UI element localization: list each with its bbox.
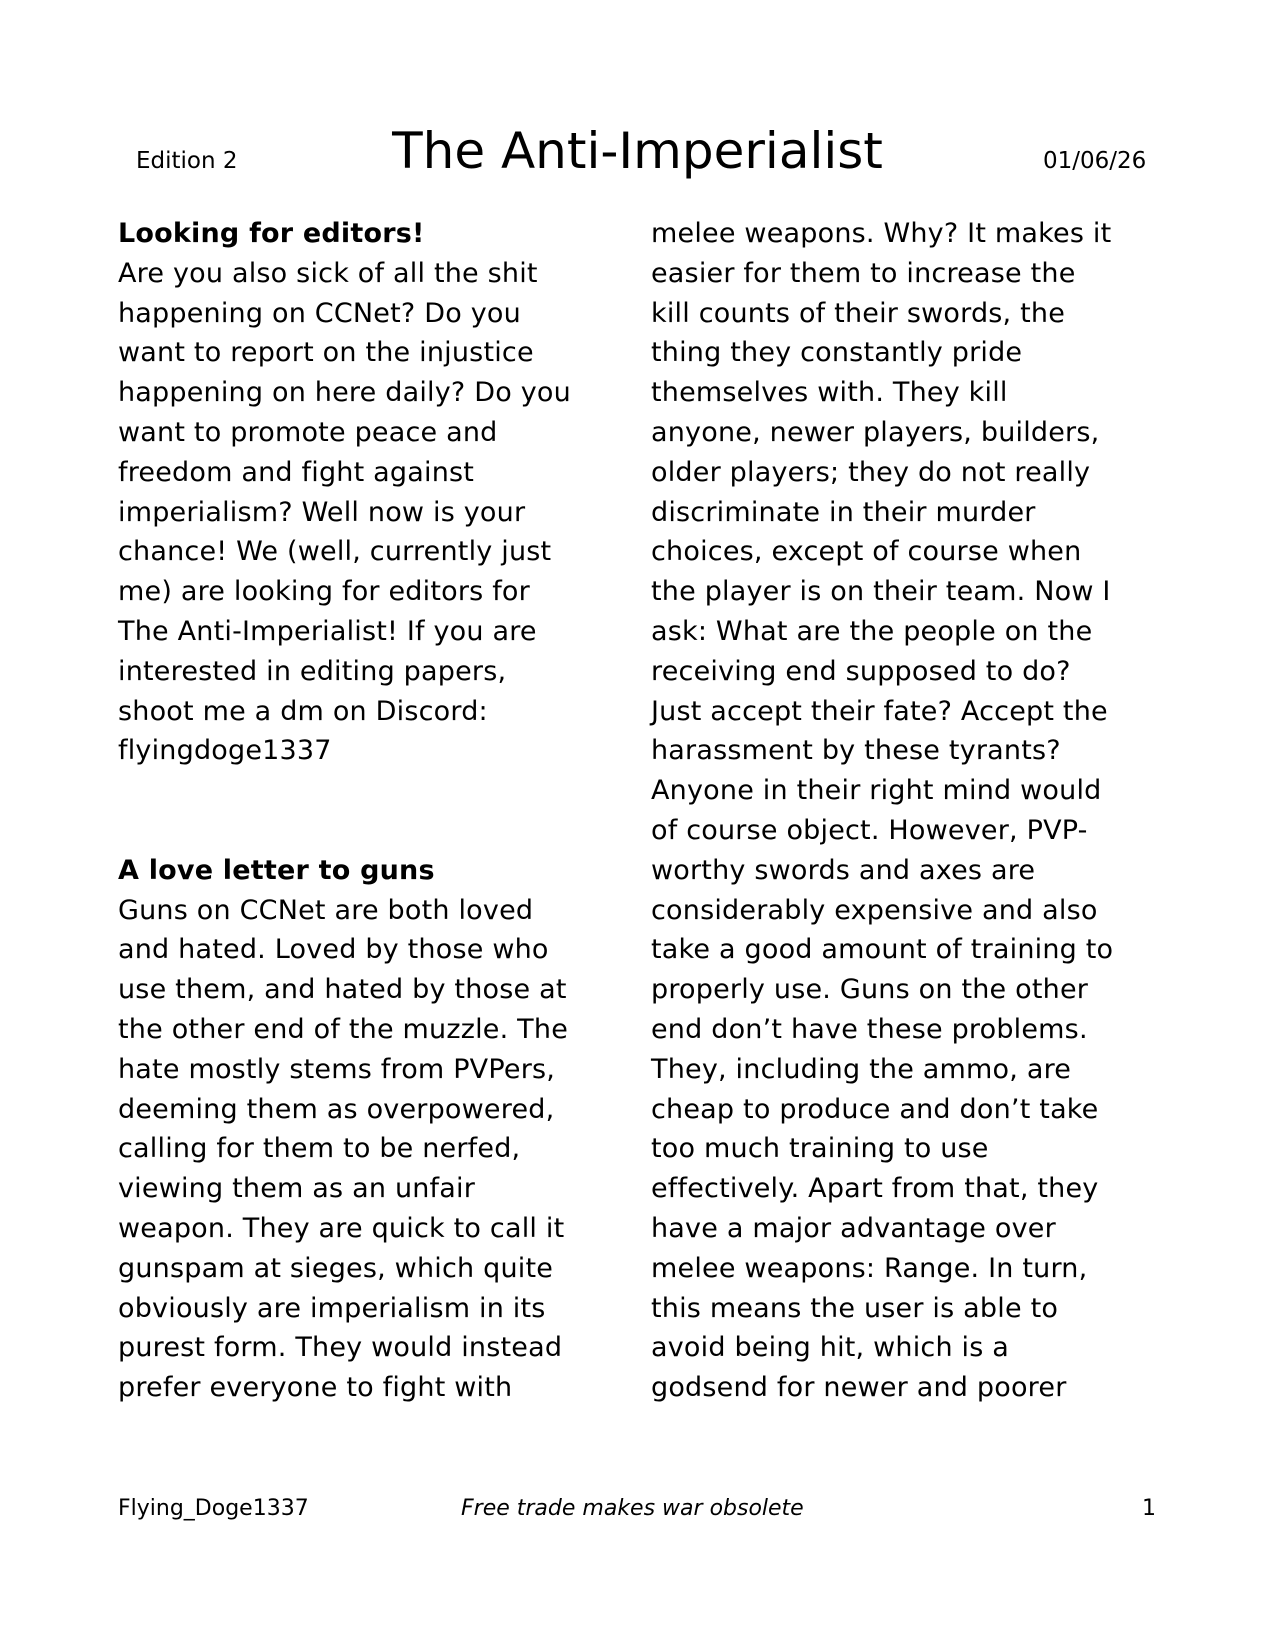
article-body bbox=[118, 891, 618, 1408]
text-line: purest form. They would instead bbox=[118, 1332, 563, 1364]
text-line: thing they constantly pride bbox=[651, 337, 1023, 369]
text-line: viewing them as an unfair bbox=[118, 1173, 476, 1205]
text-line: receiving end supposed to do? bbox=[651, 655, 1071, 687]
text-line: anyone, newer players, builders, bbox=[651, 416, 1100, 448]
text-line: happening on CCNet? Do you bbox=[118, 297, 521, 329]
text-line: happening on here daily? Do you bbox=[118, 377, 571, 409]
text-line: the other end of the muzzle. The bbox=[118, 1013, 569, 1045]
text-line: older players; they do not really bbox=[651, 456, 1091, 488]
text-line: obviously are imperialism in its bbox=[118, 1292, 546, 1324]
text-line: interested in editing papers, bbox=[118, 655, 507, 687]
edition-label: Edition 2 bbox=[136, 148, 238, 174]
text-line: Guns on CCNet are both loved bbox=[118, 894, 534, 926]
text-line: flyingdoge1337 bbox=[118, 735, 332, 767]
article-body bbox=[118, 254, 618, 771]
text-line: of course object. However, PVP- bbox=[651, 814, 1088, 846]
article-heading: A love letter to guns bbox=[118, 854, 435, 886]
text-line: gunspam at sieges, which quite bbox=[118, 1252, 554, 1284]
text-line: The Anti-Imperialist! If you are bbox=[118, 615, 537, 647]
text-line: chance! We (well, currently just bbox=[118, 536, 552, 568]
text-line: me) are looking for editors for bbox=[118, 576, 530, 608]
text-line: They, including the ammo, are bbox=[651, 1053, 1072, 1085]
text-line: melee weapons. Why? It makes it bbox=[651, 218, 1112, 249]
text-line: have a major advantage over bbox=[651, 1212, 1056, 1244]
text-line: and hated. Loved by those who bbox=[118, 934, 549, 966]
text-line: freedom and fight against bbox=[118, 456, 475, 488]
text-line: Are you also sick of all the shit bbox=[118, 257, 538, 289]
text-line: calling for them to be nerfed, bbox=[118, 1133, 521, 1165]
right-column bbox=[651, 214, 1171, 1408]
text-line: use them, and hated by those at bbox=[118, 974, 567, 1006]
text-line: hate mostly stems from PVPers, bbox=[118, 1053, 556, 1085]
text-line: this means the user is able to bbox=[651, 1292, 1059, 1324]
text-line: ask: What are the people on the bbox=[651, 615, 1093, 647]
text-line: worthy swords and axes are bbox=[651, 854, 1036, 886]
text-line: godsend for newer and poorer bbox=[651, 1372, 1067, 1404]
text-line: considerably expensive and also bbox=[651, 894, 1098, 926]
text-line: want to promote peace and bbox=[118, 416, 498, 448]
text-line: the player is on their team. Now I bbox=[651, 576, 1111, 608]
text-line: cheap to produce and don’t take bbox=[651, 1093, 1099, 1125]
text-line: properly use. Guns on the other bbox=[651, 974, 1089, 1006]
article-body-continued bbox=[651, 214, 1171, 1408]
text-line: easier for them to increase the bbox=[651, 257, 1076, 289]
text-line: too much training to use bbox=[651, 1133, 989, 1165]
text-line: Just accept their fate? Accept the bbox=[651, 695, 1108, 727]
text-line: want to report on the injustice bbox=[118, 337, 534, 369]
text-line: imperialism? Well now is your bbox=[118, 496, 526, 528]
text-line: harassment by these tyrants? bbox=[651, 735, 1061, 767]
text-line: discriminate in their murder bbox=[651, 496, 1036, 528]
text-line: melee weapons: Range. In turn, bbox=[651, 1252, 1088, 1284]
page-number: 1 bbox=[1142, 1496, 1156, 1521]
article-spacer bbox=[118, 771, 618, 851]
issue-date: 01/06/26 bbox=[1043, 148, 1147, 174]
text-line: take a good amount of training to bbox=[651, 934, 1114, 966]
text-line: effectively. Apart from that, they bbox=[651, 1173, 1099, 1205]
text-line: avoid being hit, which is a bbox=[651, 1332, 1010, 1364]
text-line: themselves with. They kill bbox=[651, 377, 1008, 409]
text-line: kill counts of their swords, the bbox=[651, 297, 1066, 329]
text-line: deeming them as overpowered, bbox=[118, 1093, 555, 1125]
footer-author: Flying_Doge1337 bbox=[118, 1496, 309, 1521]
text-line: weapon. They are quick to call it bbox=[118, 1212, 565, 1244]
footer-motto: Free trade makes war obsolete bbox=[461, 1496, 804, 1521]
text-line: prefer everyone to fight with bbox=[118, 1372, 513, 1404]
article-heading: Looking for editors! bbox=[118, 218, 425, 249]
text-line: choices, except of course when bbox=[651, 536, 1082, 568]
text-line: shoot me a dm on Discord: bbox=[118, 695, 488, 727]
text-line: Anyone in their right mind would bbox=[651, 775, 1102, 807]
left-column bbox=[118, 214, 618, 1408]
newspaper-title: The Anti-Imperialist bbox=[392, 122, 883, 180]
text-line: end don’t have these problems. bbox=[651, 1013, 1088, 1045]
